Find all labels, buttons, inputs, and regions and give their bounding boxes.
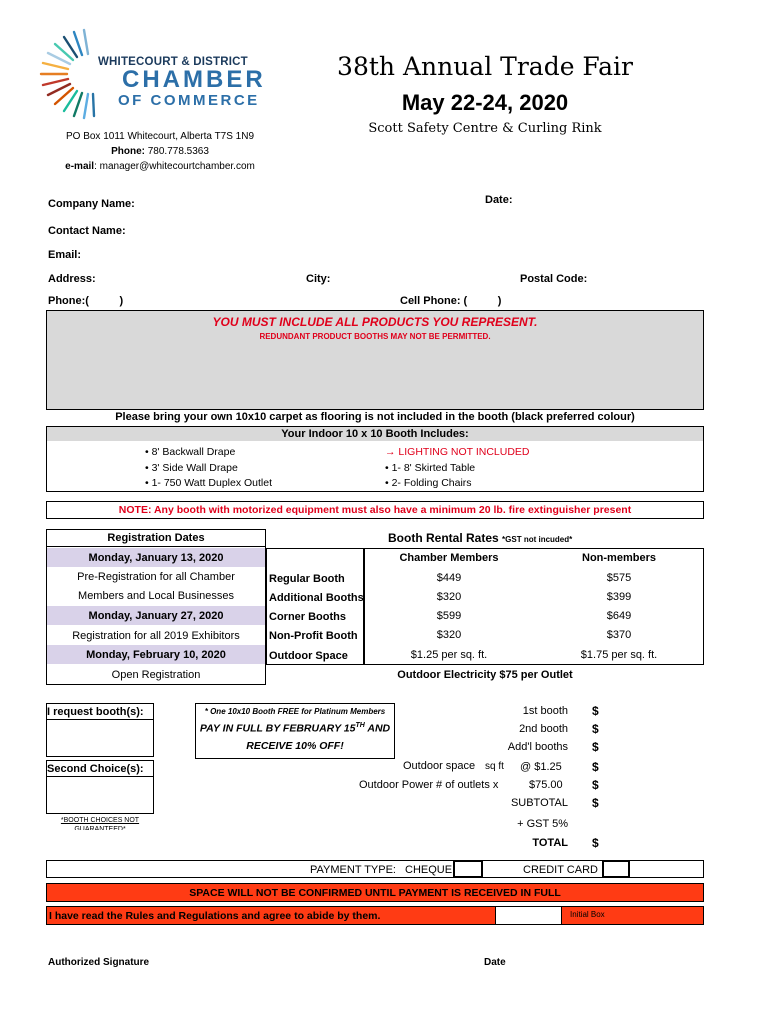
col-nonmembers: Non-members — [582, 551, 656, 564]
products-warning: YOU MUST INCLUDE ALL PRODUCTS YOU REPRESENT. — [212, 315, 538, 329]
email-field[interactable]: Email: — [48, 249, 82, 261]
logo-line1: WHITECOURT & DISTRICT — [98, 56, 248, 68]
signature-date-label[interactable]: Date — [484, 957, 506, 968]
first-booth-label: 1st booth — [522, 705, 568, 717]
rate-non-corner: $649 — [606, 609, 632, 622]
logo-mark-icon — [36, 24, 131, 124]
rate-non-regular: $575 — [606, 571, 632, 584]
rate-non-outdoor: $1.75 per sq. ft. — [580, 648, 658, 661]
subtotal-dollar[interactable]: $ — [592, 796, 599, 810]
includes-left-list — [145, 445, 272, 492]
include-item: • 3' Side Wall Drape — [145, 461, 238, 474]
cell-phone-field[interactable]: Cell Phone: ( ) — [400, 295, 502, 307]
phone-value: 780.778.5363 — [147, 146, 209, 157]
contact-address: PO Box 1011 Whitecourt, Alberta T7S 1N9 — [65, 131, 255, 142]
reg-desc-3: Registration for all 2019 Exhibitors — [72, 629, 240, 642]
authorized-signature-label[interactable]: Authorized Signature — [48, 957, 150, 968]
rate-member-nonprofit: $320 — [436, 628, 462, 641]
products-box[interactable] — [46, 310, 704, 410]
credit-card-label: CREDIT CARD — [523, 864, 598, 876]
gst-note: *GST not incuded* — [502, 535, 573, 544]
initial-box[interactable] — [495, 906, 562, 925]
rate-label-regular: Regular Booth — [269, 572, 345, 585]
second-booth-dollar[interactable]: $ — [592, 722, 599, 736]
include-item: • 1- 750 Watt Duplex Outlet — [145, 477, 273, 489]
postal-code-field[interactable]: Postal Code: — [520, 273, 588, 285]
outdoor-space-dollar[interactable]: $ — [592, 760, 599, 774]
platinum-note: * One 10x10 Booth FREE for Platinum Members — [204, 707, 386, 716]
includes-title: Your Indoor 10 x 10 Booth Includes: — [47, 427, 703, 441]
rate-member-outdoor: $1.25 per sq. ft. — [410, 648, 488, 661]
pay-full-line1: PAY IN FULL BY FEBRUARY 15TH AND — [199, 722, 391, 735]
event-venue: Scott Safety Centre & Curling Rink — [368, 121, 602, 136]
lighting-not-included: → LIGHTING NOT INCLUDED — [385, 446, 530, 458]
outdoor-power-dollar[interactable]: $ — [592, 778, 599, 792]
contact-email — [40, 161, 280, 172]
email-label: e-mail — [65, 161, 95, 172]
motorized-note: NOTE: Any booth with motorized equipment must also have a minimum 20 lb. fire extinguisher present — [46, 501, 704, 519]
products-subwarning: REDUNDANT PRODUCT BOOTHS MAY NOT BE PERMITTED. — [259, 332, 491, 341]
include-item: • 1- 8' Skirted Table — [385, 461, 476, 474]
total-label: TOTAL — [532, 837, 568, 849]
include-item: • 8' Backwall Drape — [145, 446, 236, 458]
rate-label-outdoor: Outdoor Space — [269, 649, 348, 662]
cheque-label: CHEQUE — [405, 864, 453, 876]
date-field[interactable]: Date: — [485, 194, 513, 206]
outdoor-space-label: Outdoor space — [403, 760, 476, 772]
phone-label: Phone: — [111, 146, 145, 157]
registration-header: Registration Dates — [46, 529, 266, 547]
carpet-note: Please bring your own 10x10 carpet as flooring is not included in the booth (black preferred colour) — [115, 411, 635, 423]
includes-right-list — [385, 445, 530, 492]
rate-label-additional: Additional Booths — [269, 591, 364, 604]
chamber-logo — [36, 24, 276, 124]
gst-label: + GST 5% — [517, 818, 568, 830]
city-field[interactable]: City: — [306, 273, 331, 285]
email-value: : manager@whitecourtchamber.com — [94, 161, 255, 172]
booth-choices-note: *BOOTH CHOICES NOT GUARANTEED* — [60, 817, 140, 830]
booth-includes-box — [46, 426, 704, 492]
rate-label-nonprofit: Non-Profit Booth — [269, 629, 358, 642]
second-booth-label: 2nd booth — [519, 723, 568, 735]
address-field[interactable]: Address: — [48, 273, 96, 285]
rate-member-regular: $449 — [436, 571, 462, 584]
logo-line3: OF COMMERCE — [118, 92, 260, 109]
reg-desc-4: Open Registration — [111, 668, 201, 681]
platinum-box — [195, 703, 395, 759]
total-dollar[interactable]: $ — [592, 836, 599, 850]
space-not-confirmed-bar: SPACE WILL NOT BE CONFIRMED UNTIL PAYMENT IS RECEIVED IN FULL — [46, 883, 704, 902]
subtotal-label: SUBTOTAL — [510, 797, 568, 809]
request-booth-label: I request booth(s): — [47, 704, 153, 720]
phone-field[interactable]: Phone:( ) — [48, 295, 124, 307]
cheque-checkbox[interactable] — [453, 860, 483, 878]
reg-date-1: Monday, January 13, 2020 — [47, 548, 265, 567]
rate-label-corner: Corner Booths — [269, 610, 346, 623]
rules-agreement-bar — [46, 906, 704, 925]
rate-member-corner: $599 — [436, 609, 462, 622]
rate-non-nonprofit: $370 — [606, 628, 632, 641]
addl-booths-dollar[interactable]: $ — [592, 740, 599, 754]
rate-non-additional: $399 — [606, 590, 632, 603]
reg-desc-2: Members and Local Businesses — [78, 589, 234, 602]
payment-type-label: PAYMENT TYPE: — [310, 864, 396, 876]
outdoor-electricity: Outdoor Electricity $75 per Outlet — [397, 668, 573, 681]
col-members: Chamber Members — [399, 551, 499, 564]
rate-member-additional: $320 — [436, 590, 462, 603]
event-dates: May 22-24, 2020 — [401, 90, 569, 115]
sqft-label: sq ft — [485, 761, 504, 772]
contact-phone — [40, 146, 280, 157]
first-booth-dollar[interactable]: $ — [592, 704, 599, 718]
outdoor-power-label: Outdoor Power # of outlets x — [359, 779, 499, 791]
reg-date-2: Monday, January 27, 2020 — [47, 606, 265, 625]
initial-box-label: Initial Box — [570, 910, 605, 919]
include-item: • 2- Folding Chairs — [385, 477, 472, 489]
power-rate: $75.00 — [529, 779, 563, 791]
rules-agreement-text: I have read the Rules and Regulations and agree to abide by them. — [49, 909, 381, 922]
reg-date-3: Monday, February 10, 2020 — [47, 645, 265, 664]
outdoor-rate: @ $1.25 — [520, 761, 562, 773]
reg-desc-1: Pre-Registration for all Chamber — [77, 570, 235, 583]
rates-title: Booth Rental Rates *GST not incuded* — [388, 531, 573, 545]
company-name-field[interactable]: Company Name: — [48, 198, 135, 210]
event-title: 38th Annual Trade Fair — [337, 52, 633, 81]
contact-name-field[interactable]: Contact Name: — [48, 225, 126, 237]
logo-line2: CHAMBER — [122, 66, 266, 93]
addl-booths-label: Add'l booths — [507, 741, 568, 753]
second-choice-label: Second Choice(s): — [47, 761, 153, 777]
credit-card-checkbox[interactable] — [602, 860, 630, 878]
pay-full-line2: RECEIVE 10% OFF! — [246, 740, 344, 752]
